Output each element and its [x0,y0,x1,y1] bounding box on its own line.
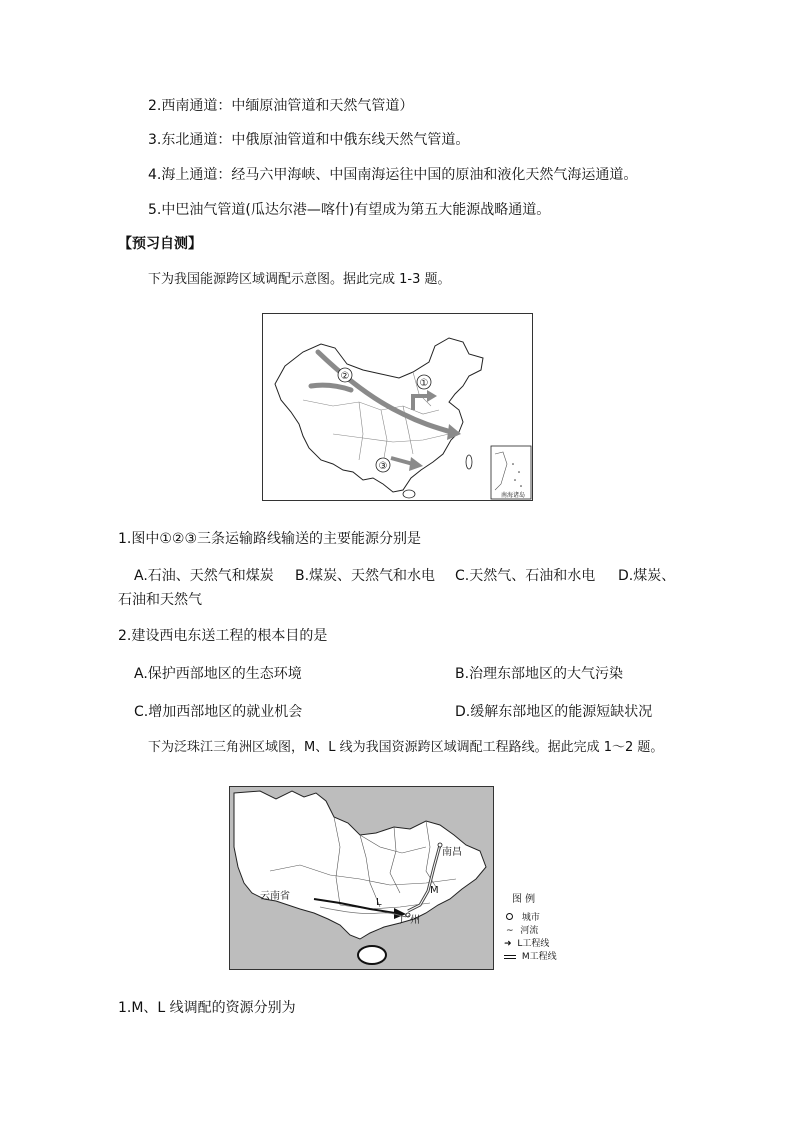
group1-q1-option-c[interactable]: C.天然气、石油和水电 [455,568,596,584]
group1-q1-text: 1.图中①②③三条运输路线输送的主要能源分别是 [118,531,422,547]
route-label-1: ① [419,378,429,389]
region-outline [234,791,486,939]
legend-item-l: L工程线 [517,939,550,949]
china-energy-map [262,313,533,501]
route-label-3: ③ [378,461,388,472]
label-m: M [430,885,439,896]
legend-item-city: 城市 [521,913,540,923]
m-line-double-icon [504,955,516,959]
group1-q2-option-b[interactable]: B.治理东部地区的大气污染 [455,666,624,682]
section-heading: 【预习自测】 [118,236,202,252]
intro-item-5: 5.中巴油气管道(瓜达尔港—喀什)有望成为第五大能源战略通道。 [148,202,551,218]
group1-q1-option-a[interactable]: A.石油、天然气和煤炭 [134,568,274,584]
group1-q1-option-d-cont: 石油和天然气 [118,592,202,608]
legend-item-m: M工程线 [521,952,557,962]
l-line-arrow-icon: ➜ [504,939,512,949]
intro-item-3: 3.东北通道：中俄原油管道和中俄东线天然气管道。 [148,132,470,148]
group1-q1-option-d[interactable]: D.煤炭、 [618,568,676,584]
group1-q2-text: 2.建设西电东送工程的根本目的是 [118,628,328,644]
inset-label: 南海诸岛 [500,492,525,499]
group2-stem: 下为泛珠江三角洲区域图，M、L 线为我国资源跨区域调配工程路线。据此完成 1～2 题。 [148,740,664,755]
intro-item-2: 2.西南通道：中缅原油管道和天然气管道） [148,98,414,114]
legend-item-river: 河流 [520,926,539,936]
river-symbol-icon: ~ [506,926,514,936]
city-symbol-icon [506,913,513,920]
legend-panel [498,888,588,970]
label-yunnan: 云南省 [260,891,290,902]
group1-q2-option-d[interactable]: D.缓解东部地区的能源短缺状况 [455,704,653,720]
label-nanchang: 南昌 [442,847,462,858]
group1-q2-option-c[interactable]: C.增加西部地区的就业机会 [134,704,303,720]
label-l: L [376,897,382,908]
pan-prd-map [229,786,494,970]
group2-q1-text: 1.M、L 线调配的资源分别为 [118,1000,296,1016]
group1-stem: 下为我国能源跨区域调配示意图。据此完成 1-3 题。 [148,272,451,287]
route-label-2: ② [340,371,350,382]
group1-q2-option-a[interactable]: A.保护西部地区的生态环境 [134,666,302,682]
intro-item-4: 4.海上通道：经马六甲海峡、中国南海运往中国的原油和液化天然气海运通道。 [148,167,638,183]
group1-q1-option-b[interactable]: B.煤炭、天然气和水电 [295,568,436,584]
label-guangzhou: 广州 [400,915,420,926]
legend-title-text: 图 例 [512,894,536,905]
